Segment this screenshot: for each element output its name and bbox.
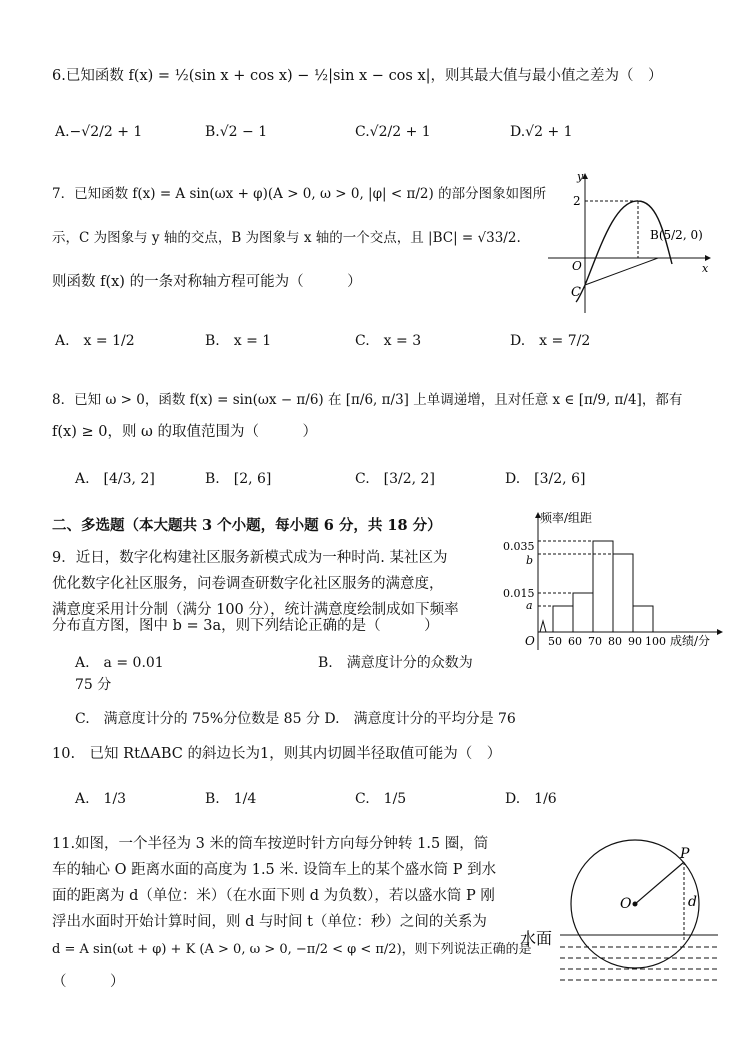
q11-line3: 面的距离为 d（单位：米）（在水面下则 d 为负数），若以盛水筒 P 刚	[52, 888, 495, 904]
histogram-bar-80-90	[613, 554, 633, 632]
q10-option-d: D. 1/6	[505, 791, 557, 807]
q7-option-c: C. x = 3	[355, 333, 422, 349]
q7-origin-label: O	[572, 259, 582, 273]
histogram-bar-60-70	[573, 593, 593, 632]
hist-ytick-a: a	[526, 599, 533, 612]
label-water-surface: 水面	[520, 929, 553, 948]
radius-line	[635, 862, 684, 904]
q10-option-c: C. 1/5	[355, 791, 407, 807]
q9-histogram	[500, 505, 730, 655]
q8-option-a: A. [4/3, 2]	[75, 471, 155, 487]
section-multiple-choice-title: 二、多选题（本大题共 3 个小题，每小题 6 分，共 18 分）	[52, 517, 442, 534]
q7-option-a: A. x = 1/2	[55, 333, 135, 349]
hist-origin-label: O	[525, 634, 535, 648]
q9-option-cd: C. 满意度计分的 75%分位数是 85 分 D. 满意度计分的平均分是 76	[75, 711, 516, 727]
q9-line1: 9．近日，数字化构建社区服务新模式成为一种时尚. 某社区为	[52, 550, 448, 566]
q11-waterwheel-figure	[520, 825, 725, 1000]
q6-option-b: B.√2 − 1	[205, 124, 268, 140]
q8-option-c: C. [3/2, 2]	[355, 471, 435, 487]
q6-option-a: A.−√2/2 + 1	[55, 124, 143, 140]
hist-xtick-100: 100	[645, 635, 666, 648]
q7-option-d: D. x = 7/2	[510, 333, 591, 349]
q9-line2: 优化数字化社区服务，问卷调查研数字化社区服务的满意度，	[52, 576, 444, 592]
q9-line3: 满意度采用计分制（满分 100 分），统计满意度绘制成如下频率	[52, 602, 459, 618]
q7-line2: 示，C 为图象与 y 轴的交点，B 为图象与 x 轴的一个交点，且 |BC| = √33/2.	[52, 230, 521, 246]
histogram-bar-70-80	[593, 541, 613, 632]
q7-x-label: x	[702, 262, 709, 275]
histogram-bar-50-60	[553, 606, 573, 632]
axis-break-icon	[540, 621, 546, 632]
q11-line1: 11.如图，一个半径为 3 米的筒车按逆时针方向每分钟转 1.5 圈，筒	[52, 836, 489, 852]
q9-option-b: B. 满意度计分的众数为	[318, 655, 473, 671]
hist-x-label: 成绩/分	[670, 634, 711, 648]
q10-stem: 10. 已知 RtΔABC 的斜边长为1，则其内切圆半径取值可能为（ ）	[52, 746, 502, 762]
q7-point-c: C	[571, 285, 581, 300]
hist-ytick-b: b	[526, 554, 534, 567]
q10-option-a: A. 1/3	[75, 791, 127, 807]
q9-option-b-cont: 75 分	[75, 677, 112, 693]
hist-xtick-50: 50	[548, 635, 562, 648]
q7-option-b: B. x = 1	[205, 333, 272, 349]
q7-point-b: B(5/2, 0)	[650, 228, 703, 242]
label-d: d	[688, 894, 697, 910]
hist-y-label: 频率/组距	[540, 511, 593, 525]
q7-tick-2: 2	[573, 194, 581, 208]
hist-ytick-0015: 0.015	[503, 587, 535, 600]
hist-xtick-80: 80	[608, 635, 622, 648]
q8-option-d: D. [3/2, 6]	[505, 471, 586, 487]
hist-xtick-60: 60	[568, 635, 582, 648]
q6-option-c: C.√2/2 + 1	[355, 124, 431, 140]
q7-line3: 则函数 f(x) 的一条对称轴方程可能为（ ）	[52, 274, 362, 290]
q8-line2: f(x) ≥ 0，则 ω 的取值范围为（ ）	[52, 424, 317, 440]
q11-line5: d = A sin(ωt + φ) + K (A > 0, ω > 0, −π/2 < φ < π/2)，则下列说法正确的是	[52, 942, 532, 957]
hist-xtick-90: 90	[628, 635, 642, 648]
q10-option-b: B. 1/4	[205, 791, 257, 807]
q8-line1: 8．已知 ω > 0，函数 f(x) = sin(ωx − π/6) 在 [π/6, π/3] 上单调递增，且对任意 x ∈ [π/9, π/4]，都有	[52, 392, 683, 408]
q11-line4: 浮出水面时开始计算时间，则 d 与时间 t（单位：秒）之间的关系为	[52, 914, 487, 930]
q9-line4: 分布直方图，图中 b = 3a，则下列结论正确的是（ ）	[52, 618, 439, 634]
hist-xtick-70: 70	[588, 635, 602, 648]
label-o: O	[620, 896, 632, 912]
q11-line2: 车的轴心 O 距离水面的高度为 1.5 米. 设筒车上的某个盛水筒 P 到水	[52, 862, 497, 878]
q7-y-label: y	[577, 170, 584, 183]
q6-stem: 6.已知函数 f(x) = ½(sin x + cos x) − ½|sin x − cos x|，则其最大值与最小值之差为（ ）	[52, 68, 663, 84]
q7-sine-graph	[540, 168, 715, 318]
label-p: P	[680, 846, 690, 862]
q9-option-a: A. a = 0.01	[75, 655, 164, 671]
q7-line1: 7．已知函数 f(x) = A sin(ωx + φ)(A > 0, ω > 0, |φ| < π/2) 的部分图象如图所	[52, 186, 547, 202]
q11-line6: （ ）	[52, 974, 125, 990]
q8-option-b: B. [2, 6]	[205, 471, 272, 487]
q6-option-d: D.√2 + 1	[510, 124, 573, 140]
histogram-bar-90-100	[633, 606, 653, 632]
hist-ytick-0035: 0.035	[503, 540, 535, 553]
